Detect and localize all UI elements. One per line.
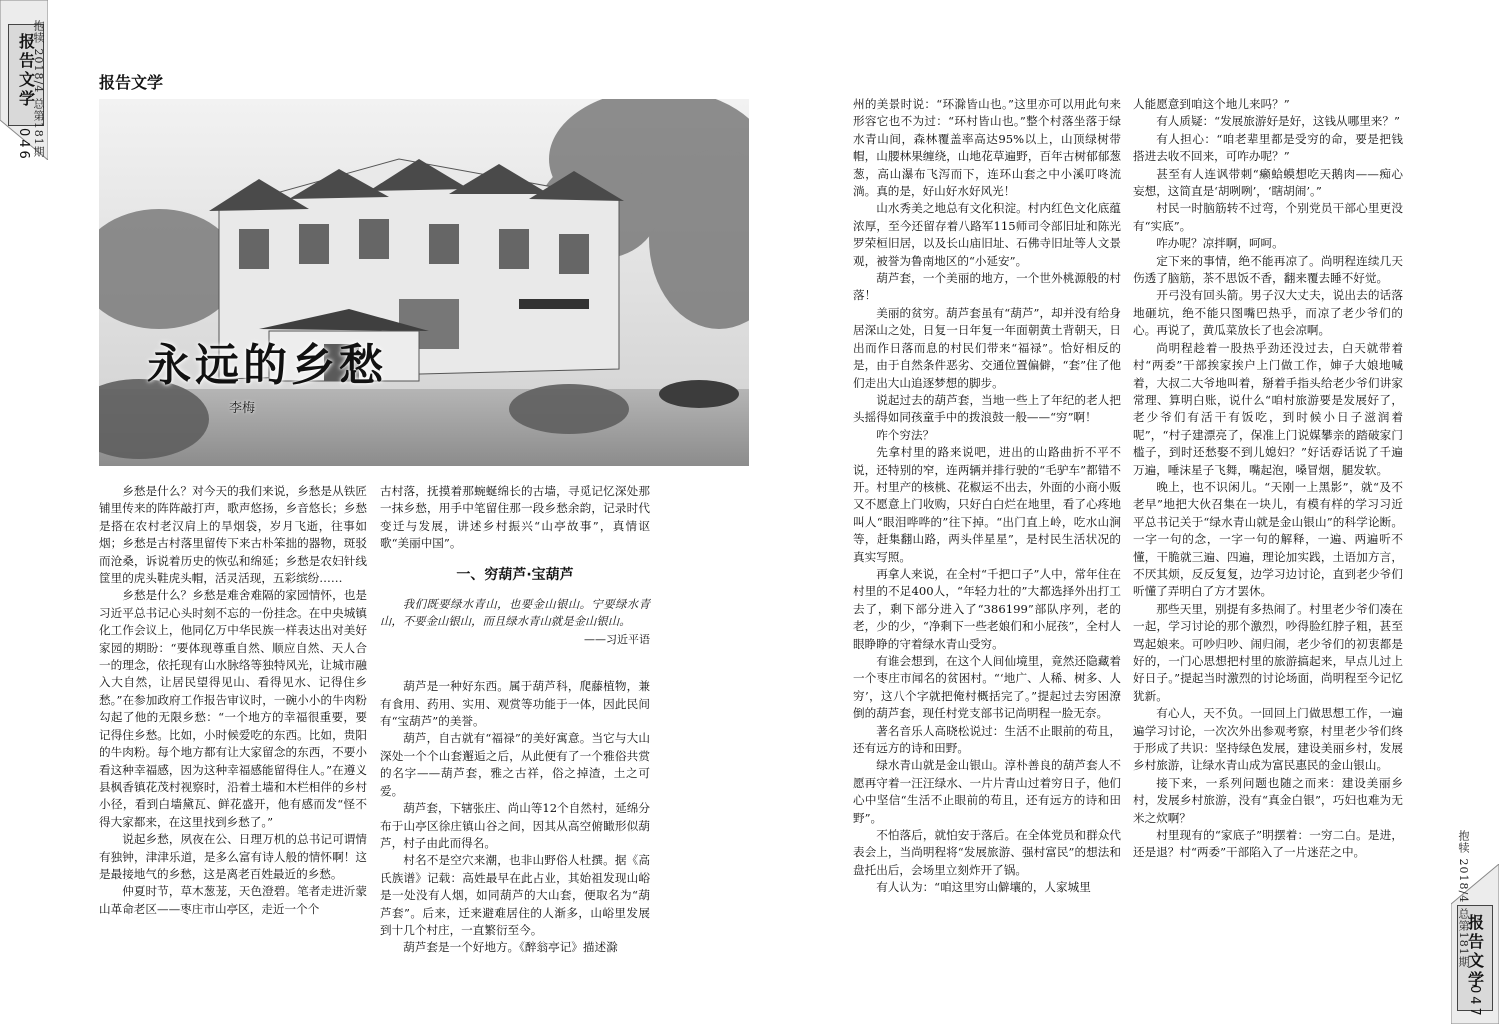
paragraph: 咋个穷法？ bbox=[876, 427, 935, 442]
paragraph: 村民一时脑筋转不过弯，个别党员干部心里更没有“实底”。 bbox=[1133, 201, 1403, 233]
paragraph: 再拿人来说，在全村“千把口子”人中，常年住在村里的不足400人，“年轻力壮的”大都选择外出打工去了，剩下部分进入了“386199”部队序列，老的老，少的少，“净剩下一些老娘们和小屁孩”，全村人眼睁睁的守着绿水青山受穷。 bbox=[853, 566, 1121, 651]
paragraph: 人能愿意到咱这个地儿来吗？” bbox=[1133, 97, 1290, 111]
paragraph: 葫芦是一种好东西。属于葫芦科，爬藤植物，兼有食用、药用、实用、观赏等功能于一体，因此民间有“宝葫芦”的美誉。 bbox=[380, 679, 650, 729]
paragraph: 村里现有的“家底子”明摆着：一穷二白。是进，还是退？村“两委”干部陷入了一片迷茫之中。 bbox=[1133, 828, 1403, 860]
article-photo bbox=[99, 99, 749, 466]
right-margin bbox=[1451, 0, 1499, 1024]
paragraph: 有谁会想到，在这个人间仙境里，竟然还隐藏着一个枣庄市闻名的贫困村。“‘地广、人稀、树多、人穷’，这八个字就把俺村概括完了。”提起过去穷困潦倒的葫芦套，现任村党支部书记尚明程一脸无奈。 bbox=[853, 654, 1121, 721]
paragraph: 尚明程趁着一股热乎劲还没过去，白天就带着村“两委”干部挨家挨户上门做工作，婶子大娘地喊着，大叔二大爷地叫着，掰着手指头给老少爷们讲家常理、算明白账，说什么“咱村旅游要是发展好了，老少爷们有活干有饭吃，到时候小日子滋润着呢”，“村子建漂亮了，保准上门说媒攀亲的踏破家门槛子，到时还愁娶不到儿媳妇？”好话孬话说了千遍万遍，唾沫星子飞舞，嘴起泡，嗓冒烟，腿发软。 bbox=[1133, 340, 1403, 477]
text-column-1 bbox=[99, 483, 367, 918]
paragraph: 接下来，一系列问题也随之而来：建设美丽乡村，发展乡村旅游，没有“真金白银”，巧妇也难为无米之炊啊？ bbox=[1133, 775, 1403, 825]
paragraph: 说起过去的葫芦套，当地一些上了年纪的老人把头摇得如同孩童手中的拨浪鼓一般——“穷”啊！ bbox=[853, 392, 1121, 425]
text-column-3 bbox=[853, 96, 1121, 897]
paragraph: 著名音乐人高晓松说过：生活不止眼前的苟且，还有远方的诗和田野。 bbox=[853, 723, 1121, 756]
left-issue-info: 抱犊 2018/4 总第181期 bbox=[32, 20, 45, 158]
paragraph: 葫芦套，下辖张庄、尚山等12个自然村，延绵分布于山亭区徐庄镇山谷之间，因其从高空俯瞰形似葫芦，村子由此而得名。 bbox=[380, 801, 650, 850]
car bbox=[659, 380, 739, 408]
paragraph: 有人质疑：“发展旅游好是好，这钱从哪里来？” bbox=[1156, 114, 1400, 129]
paragraph: 有人认为：“咱这里穷山僻壤的，人家城里 bbox=[876, 880, 1091, 895]
paragraph: 古村落，抚摸着那蜿蜒绵长的古墙，寻觅记忆深处那一抹乡愁，用手中笔留住那一段乡愁余韵，记录时代变迁与发展，讲述乡村振兴“山亭故事”，真情讴歌“美丽中国”。 bbox=[380, 484, 650, 551]
section-header: 报告文学 bbox=[99, 73, 164, 92]
paragraph: 有人担心：“咱老辈里都是受穷的命，要是把钱搭进去收不回来，可咋办呢？” bbox=[1133, 131, 1403, 164]
paragraph: 乡愁是什么？对今天的我们来说，乡愁是从铁匠铺里传来的阵阵敲打声，歌声悠扬，乡音悠长；乡愁是搭在农村老汉肩上的旱烟袋，岁月飞逝，往事如烟；乡愁是古村落里留传下来古朴笨拙的器物，斑驳而沧桑，诉说着历史的恢弘和绵延；乡愁是农妇针线筐里的虎头鞋虎头帽，活灵活现，五彩缤纷…… bbox=[99, 484, 367, 586]
paragraph: 甚至有人连讽带刺“癞蛤蟆想吃天鹅肉——痴心妄想，这简直是‘胡咧咧’，‘瞎胡闹’。” bbox=[1133, 166, 1403, 199]
section-title: 一、穷葫芦·宝葫芦 bbox=[456, 566, 574, 583]
left-page-number: 046 bbox=[16, 128, 31, 162]
paragraph: 晚上，也不识闲儿。“天刚一上黑影”，就“及不老早”地把大伙召集在一块儿，有模有样的学习习近平总书记关于“绿水青山就是金山银山”的科学论断。一字一句的念，一字一句的解释，一遍、两遍听不懂，干脆就三遍、四遍，理论加实践，土语加方言，不厌其烦，反反复复，边学习边讨论，直到老少爷们听懂了弄明白了方才罢休。 bbox=[1133, 479, 1403, 599]
paragraph: 咋办呢？凉拌啊，呵呵。 bbox=[1156, 236, 1284, 251]
paragraph: 村名不是空穴来潮，也非山野俗人杜撰。据《高氏族谱》记载：高姓最早在此占业，其始祖发现山峪是一处没有人烟，如同葫芦的大山套，便取名为“葫芦套”。后来，迁来避难居住的人渐多，山峪里发展到十几个村庄，一直繁衍至今。 bbox=[380, 853, 650, 937]
paragraph: 乡愁是什么？乡愁是难舍难隔的家园情怀，也是习近平总书记心头时刻不忘的一份挂念。在中央城镇化工作会议上，他同亿万中华民族一样表达出对美好家园的期盼：“要体现尊重自然、顺应自然、天人合一的理念，依托现有山水脉络等独特风光，让城市融入大自然，让居民望得见山、看得见水、记得住乡愁。”在参加政府工作报告审议时，一碗小小的牛肉粉勾起了他的无限乡愁：“一个地方的幸福很重要，要记得住乡愁。比如，小时候爱吃的东西。比如，贵阳的牛肉粉。每个地方都有让大家留念的东西，不要小看这种幸福感，因为这种幸福感能留得住人。”在遵义县枫香镇花茂村视察时，沿着土墙和木栏相伴的乡村小径，看到白墙黛瓦、鲜花盛开，他有感而发“怪不得大家都来，在这里找到乡愁了。” bbox=[99, 588, 367, 829]
paragraph: 仲夏时节，草木葱茏，天色澄碧。笔者走进沂蒙山革命老区——枣庄市山亭区，走近一个个 bbox=[99, 884, 367, 916]
epigraph-quote: 我们既要绿水青山，也要金山银山。宁要绿水青山，不要金山银山，而且绿水青山就是金山银山。 bbox=[380, 597, 650, 629]
right-issue-info: 抱犊 2018/4 总第181期 bbox=[1457, 830, 1470, 968]
epigraph-attribution: ——习近平语 bbox=[584, 632, 650, 646]
paragraph: 葫芦套是一个好地方。《醉翁亭记》描述滁 bbox=[403, 940, 618, 955]
left-margin bbox=[0, 0, 48, 1024]
right-page-number: 047 bbox=[1467, 985, 1482, 1019]
paragraph: 葫芦套，一个美丽的地方，一个世外桃源般的村落！ bbox=[853, 271, 1121, 303]
paragraph: 先拿村里的路来说吧，进出的山路曲折不平不说，还特别的窄，连两辆并排行驶的“毛驴车”都错不开。村里产的核桃、花椒运不出去，外面的小商小贩又不愿意上门收购，只好白白烂在地里，看了心疼地叫人“眼泪哗哗的”往下掉。“出门直上岭，吃水山涧等，赶集翻山路，两头伴星星”，是村民生活状况的真实写照。 bbox=[853, 445, 1121, 564]
village-illustration bbox=[99, 99, 749, 466]
paragraph: 有心人，天不负。一回回上门做思想工作，一遍遍学习讨论，一次次外出参观考察，村里老少爷们终于形成了共识：坚持绿色发展，建设美丽乡村，发展乡村旅游，让绿水青山成为富民惠民的金山银山。 bbox=[1133, 706, 1403, 773]
paragraph: 说起乡愁，夙夜在公、日理万机的总书记可谓情有独钟，津津乐道，是多么富有诗人般的情怀啊！这是最接地气的乡愁，这是离老百姓最近的乡愁。 bbox=[99, 832, 367, 881]
paragraph: 绿水青山就是金山银山。淳朴善良的葫芦套人不愿再守着一汪汪绿水、一片片青山过着穷日子，他们心中坚信“生活不止眼前的苟且，还有远方的诗和田野”。 bbox=[853, 758, 1121, 825]
paragraph: 那些天里，别提有多热闹了。村里老少爷们凑在一起，学习讨论的那个激烈，吵得脸红脖子粗，甚至骂起娘来。可吵归吵、闹归闹，老少爷们的初衷都是好的，一门心思想把村里的旅游搞起来，早点儿过上好日子。”提起当时激烈的讨论场面，尚明程至今记忆犹新。 bbox=[1133, 601, 1403, 703]
text-column-2 bbox=[380, 483, 650, 957]
paragraph: 不怕落后，就怕安于落后。在全体党员和群众代表会上，当尚明程将“发展旅游、强村富民”的想法和盘托出后，会场里立刻炸开了锅。 bbox=[853, 828, 1121, 877]
text-column-4 bbox=[1133, 96, 1403, 862]
article-author: 李梅 bbox=[229, 401, 256, 416]
paragraph: 州的美景时说：“环滁皆山也。”这里亦可以用此句来形容它也不为过：“环村皆山也。”整个村落坐落于绿水青山间，森林覆盖率高达95%以上，山顶绿树带帽，山腰林果缠绕，山地花草遍野，百年古树郁郁葱葱，高山瀑布飞泻而下，连环山套之中小溪叮咚流淌。真的是，好山好水好风光！ bbox=[853, 97, 1121, 199]
paragraph: 葫芦，自古就有“福禄”的美好寓意。当它与大山深处一个个山套邂逅之后，从此便有了一个雅俗共赏的名字——葫芦套，雅之古祥，俗之掉渣，土之可爱。 bbox=[380, 731, 650, 798]
right-section-tab-label: 报告文学 bbox=[1465, 914, 1485, 990]
paragraph: 定下来的事情，绝不能再凉了。尚明程连续几天伤透了脑筋，茶不思饭不香，翻来覆去睡不好觉。 bbox=[1133, 253, 1403, 286]
paragraph: 美丽的贫穷。葫芦套虽有“葫芦”，却并没有给身居深山之处，日复一日年复一年面朝黄土背朝天，日出而作日落而息的村民们带来“福禄”。恰好相反的是，由于自然条件恶劣、交通位置偏僻，“套”住了他们走出大山追逐梦想的脚步。 bbox=[853, 305, 1121, 390]
paragraph: 山水秀美之地总有文化积淀。村内红色文化底蕴浓厚，至今还留存着八路军115师司令部旧址和陈光罗荣桓旧居，以及长山庙旧址、石佛寺旧址等人文景观，被誉为鲁南地区的“小延安”。 bbox=[853, 201, 1121, 268]
paragraph: 开弓没有回头箭。男子汉大丈夫，说出去的话落地砸坑，绝不能只图嘴巴热乎，而凉了老少爷们的心。再说了，黄瓜菜放长了也会凉啊。 bbox=[1133, 288, 1403, 338]
left-section-tab-label: 报告文学 bbox=[16, 33, 36, 109]
article-title: 永远的乡愁 bbox=[147, 340, 387, 391]
